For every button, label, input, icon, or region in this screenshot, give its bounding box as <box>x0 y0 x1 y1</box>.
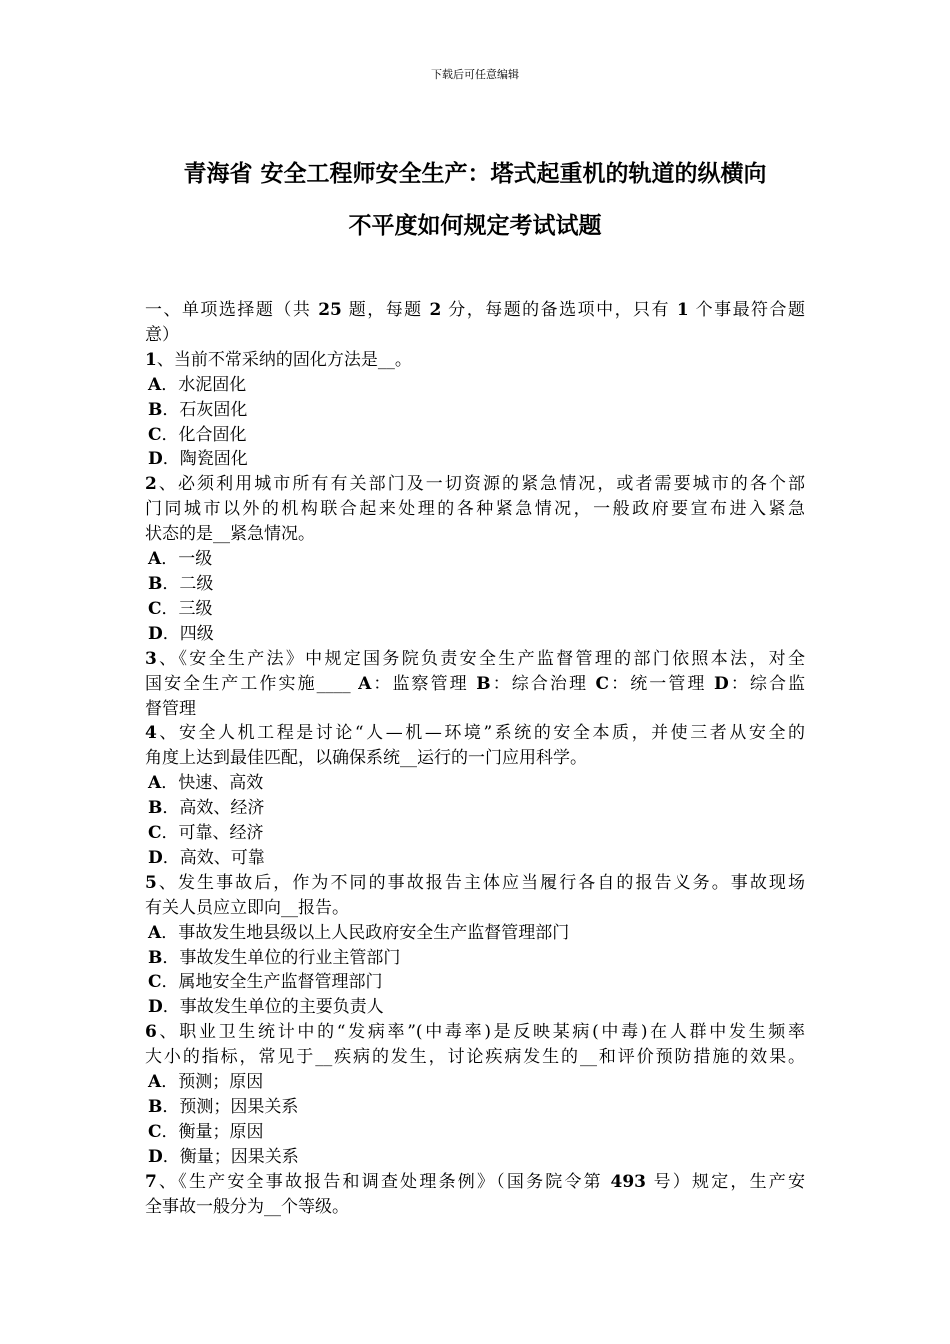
answer-option: D．四级 <box>148 623 214 644</box>
question-text: 6、职业卫生统计中的“发病率”(中毒率)是反映某病(中毒)在人群中发生频率 <box>145 1022 805 1043</box>
question-list <box>145 298 805 1220</box>
answer-option: D．高效、可靠 <box>148 847 265 868</box>
answer-option: C．属地安全生产监督管理部门 <box>148 972 383 993</box>
question-text: 大小的指标，常见于__疾病的发生，讨论疾病发生的__和评价预防措施的效果。 <box>145 1047 805 1068</box>
title-line: 青海省 安全工程师安全生产：塔式起重机的轨道的纵横向 <box>183 160 767 187</box>
answer-option: C．三级 <box>148 598 213 619</box>
question-text: 7、《生产安全事故报告和调查处理条例》（国务院令第 493 号）规定，生产安 <box>145 1171 805 1192</box>
answer-option: A．一级 <box>148 549 213 570</box>
answer-option: A．水泥固化 <box>148 374 247 395</box>
question-text: 督管理 <box>145 698 196 719</box>
header-note: 下载后可任意编辑 <box>431 68 519 81</box>
answer-option: B．石灰固化 <box>148 399 248 420</box>
question-text: 1、当前不常采纳的固化方法是__。 <box>145 349 412 370</box>
question-text: 5、发生事故后，作为不同的事故报告主体应当履行各自的报告义务。事故现场 <box>145 872 805 893</box>
question-text: 国安全生产工作实施____ A：监察管理 B：综合治理 C：统一管理 D：综合监 <box>145 673 806 694</box>
question-text: 全事故一般分为__个等级。 <box>145 1196 349 1217</box>
question-text: 门同城市以外的机构联合起来处理的各种紧急情况，一般政府要宣布进入紧急 <box>145 499 805 520</box>
title-line: 不平度如何规定考试试题 <box>348 212 602 239</box>
answer-option: B．事故发生单位的行业主管部门 <box>148 947 401 968</box>
question-text: 意） <box>145 324 179 345</box>
question-text: 有关人员应立即向__报告。 <box>145 897 349 918</box>
answer-option: D．陶瓷固化 <box>148 449 248 470</box>
answer-option: A．预测；原因 <box>148 1072 264 1093</box>
answer-option: C．化合固化 <box>148 424 247 445</box>
answer-option: A．事故发生地县级以上人民政府安全生产监督管理部门 <box>148 922 570 943</box>
question-text: 状态的是__紧急情况。 <box>145 524 315 545</box>
answer-option: C．可靠、经济 <box>148 823 264 844</box>
answer-option: D．衡量；因果关系 <box>148 1146 299 1167</box>
answer-option: B．高效、经济 <box>148 798 265 819</box>
answer-option: B．二级 <box>148 573 214 594</box>
answer-option: D．事故发生单位的主要负责人 <box>148 997 384 1018</box>
answer-option: B．预测；因果关系 <box>148 1097 299 1117</box>
question-text: 一、单项选择题（共 25 题，每题 2 分，每题的备选项中，只有 1 个事最符合题 <box>145 300 806 320</box>
question-text: 角度上达到最佳匹配，以确保系统__运行的一门应用科学。 <box>145 748 587 769</box>
answer-option: A．快速、高效 <box>148 773 264 794</box>
question-text: 3、《安全生产法》中规定国务院负责安全生产监督管理的部门依照本法，对全 <box>145 648 805 669</box>
question-text: 2、必须利用城市所有有关部门及一切资源的紧急情况，或者需要城市的各个部 <box>145 474 805 495</box>
answer-option: C．衡量；原因 <box>148 1121 264 1142</box>
document-title <box>130 148 820 252</box>
question-text: 4、安全人机工程是讨论“人—机—环境”系统的安全本质，并使三者从安全的 <box>145 723 805 744</box>
